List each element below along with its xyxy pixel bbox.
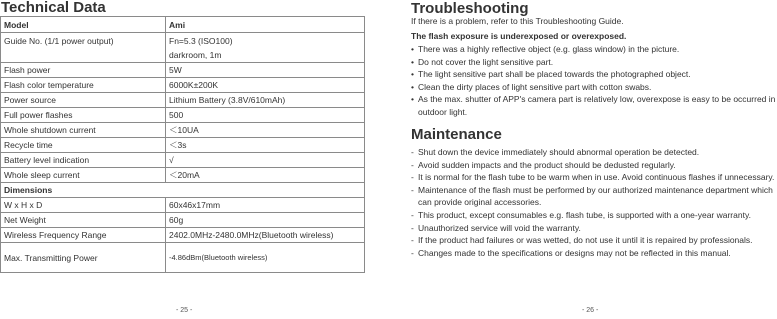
row-value: 6000K±200K — [166, 78, 365, 93]
table-row — [1, 153, 365, 168]
table-row — [1, 108, 365, 123]
row-value: darkroom, 1m — [166, 48, 365, 63]
page-number-right: - 26 - — [582, 307, 599, 314]
table-header-row — [1, 17, 365, 33]
row-label: W x H x D — [1, 198, 166, 213]
table-row — [1, 138, 365, 153]
row-value: 500 — [166, 108, 365, 123]
left-page — [0, 0, 364, 319]
list-item: • Do not cover the light sensitive part. — [411, 56, 554, 67]
page-number-left: - 25 - — [176, 307, 193, 314]
row-label: Wireless Frequency Range — [1, 228, 166, 243]
troubleshooting-problem: The flash exposure is underexposed or overexposed. — [411, 31, 627, 41]
row-label: Net Weight — [1, 213, 166, 228]
list-item: • There was a highly reflective object (e.g. glass window) in the picture. — [411, 44, 680, 54]
row-value: ＜10UA — [166, 123, 365, 138]
row-label: Battery level indication — [1, 153, 166, 168]
maintenance-list — [411, 146, 777, 259]
row-value: ＜20mA — [166, 168, 365, 183]
table-row — [1, 228, 365, 243]
right-page — [408, 0, 777, 319]
list-item: - Shut down the device immediately should abnormal operation be detected. — [411, 147, 700, 157]
row-label: Whole sleep current — [1, 168, 166, 183]
row-label: Recycle time — [1, 138, 166, 153]
list-item: - It is normal for the flash tube to be warm when in use. Avoid continuous flashes if unnecessary. — [411, 172, 775, 183]
table-row — [1, 48, 365, 63]
row-label: Flash color temperature — [1, 78, 166, 93]
list-item: - Changes made to the specifications or designs may not be reflected in this manual. — [411, 247, 731, 258]
list-item: - Maintenance of the flash must be performed by our authorized maintenance department which can provide original accessories. — [411, 184, 773, 208]
maintenance-title: Maintenance — [411, 126, 502, 143]
header-value: Ami — [166, 17, 365, 33]
row-value: 2402.0MHz-2480.0MHz(Bluetooth wireless) — [166, 228, 365, 243]
header-label: Model — [1, 17, 166, 33]
table-row — [1, 168, 365, 183]
list-item: • Clean the dirty places of light sensitive part with cotton swabs. — [411, 81, 652, 92]
list-item: • The light sensitive part shall be placed towards the photographed object. — [411, 69, 691, 80]
row-value: 5W — [166, 63, 365, 78]
technical-data-title: Technical Data — [1, 0, 106, 16]
row-label — [1, 48, 166, 63]
list-item: - If the product had failures or was wetted, do not use it until it is repaired by professionals. — [411, 235, 753, 246]
table-row — [1, 243, 365, 273]
list-item: - Unauthorized service will void the warranty. — [411, 222, 581, 233]
table-row — [1, 33, 365, 49]
list-item: • As the max. shutter of APP's camera part is relatively low, overexpose is easy to be occurred in outdoor light. — [411, 94, 776, 117]
row-label: Power source — [1, 93, 166, 108]
row-label: Full power flashes — [1, 108, 166, 123]
row-value: 60g — [166, 213, 365, 228]
table-row — [1, 78, 365, 93]
row-value: Lithium Battery (3.8V/610mAh) — [166, 93, 365, 108]
row-value: 60x46x17mm — [166, 198, 365, 213]
row-label: Whole shutdown current — [1, 123, 166, 138]
table-row — [1, 93, 365, 108]
troubleshooting-intro: If there is a problem, refer to this Troubleshooting Guide. — [411, 16, 624, 26]
list-item: - This product, except consumables e.g. flash tube, is supported with a one-year warranty. — [411, 209, 751, 220]
row-value: ＜3s — [166, 138, 365, 153]
troubleshooting-list — [411, 43, 777, 119]
dimensions-label: Dimensions — [1, 183, 365, 198]
list-item: - Avoid sudden impacts and the product should be dedusted regularly. — [411, 159, 676, 170]
row-value: -4.86dBm(Bluetooth wireless) — [166, 243, 365, 273]
table-row — [1, 213, 365, 228]
row-value: Fn=5.3 (ISO100) — [166, 33, 365, 49]
troubleshooting-title: Troubleshooting — [411, 0, 529, 17]
row-label: Flash power — [1, 63, 166, 78]
spec-table — [0, 16, 365, 273]
table-row — [1, 63, 365, 78]
row-label: Max. Transmitting Power — [1, 243, 166, 273]
row-value: √ — [166, 153, 365, 168]
dimensions-header-row — [1, 183, 365, 198]
row-label: Guide No. (1/1 power output) — [1, 33, 166, 49]
table-row — [1, 123, 365, 138]
table-row — [1, 198, 365, 213]
